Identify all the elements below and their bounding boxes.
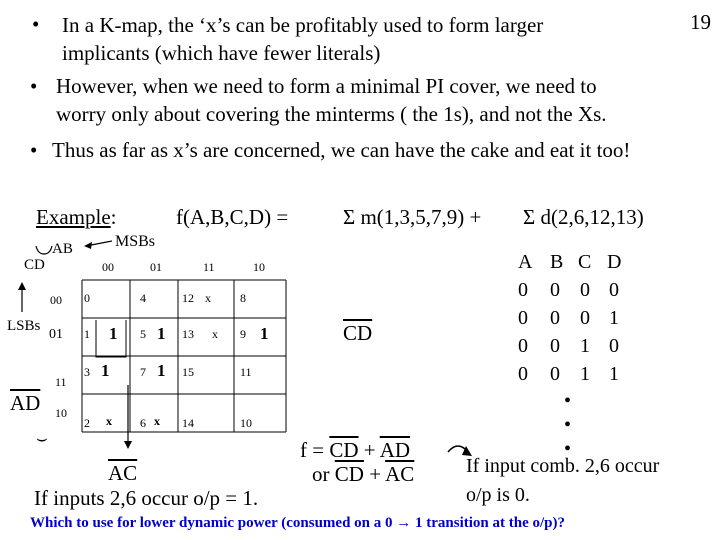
cell-index: 15	[182, 365, 194, 379]
tt-cell: 0	[550, 279, 560, 301]
tt-cell: 0	[609, 279, 619, 301]
cd-term-label: $\overline{CD}$	[343, 321, 373, 345]
row-header-00: 00	[50, 293, 62, 307]
tt-cell: 1	[609, 363, 619, 385]
msb-arrow-head	[84, 242, 92, 249]
f-plus: +	[358, 438, 380, 462]
cell-index: 14	[182, 416, 194, 430]
row-header-11: 11	[55, 375, 67, 389]
lsbs-label: LSBs	[7, 318, 41, 334]
msbs-label: MSBs	[115, 233, 156, 250]
f-expression	[300, 438, 410, 463]
or-prefix: or	[312, 462, 335, 486]
or-cd-term: $\overline{CD}$	[334, 462, 364, 486]
function-label: f(A,B,C,D) =	[176, 205, 289, 229]
cell-value-1: 1	[260, 324, 269, 343]
dontcare-expression: Σ d(2,6,12,13)	[523, 205, 644, 229]
col-header-10: 10	[253, 260, 265, 274]
cell-index: 8	[240, 291, 246, 305]
bullet-2-marker: •	[30, 74, 38, 98]
tt-cell: 0	[580, 307, 590, 329]
bullet-2-line1: However, when we need to form a minimal PI cover, we need to	[56, 74, 597, 98]
lsb-arrow-head	[18, 282, 26, 290]
tt-cell: 0	[609, 335, 619, 357]
cell-index: 7	[140, 365, 146, 379]
tt-cell: 1	[580, 335, 590, 357]
row-header-01: 01	[49, 327, 63, 342]
tt-cell: 0	[580, 279, 590, 301]
example-label: Example	[36, 205, 111, 229]
cell-value-x: x	[212, 327, 218, 341]
tt-cell: 0	[550, 363, 560, 385]
cell-index: 3	[84, 365, 90, 379]
brace-mark	[36, 246, 52, 254]
or-expression	[312, 462, 414, 487]
tt-header-d: D	[607, 251, 622, 273]
f-ad-term: $\overline{AD}$	[379, 438, 411, 462]
slide-number: 19	[690, 10, 711, 34]
cell-value-1: 1	[157, 361, 166, 380]
ac-arrow-head	[124, 441, 132, 449]
ad-brace: ⌣	[36, 428, 48, 448]
cell-index: 9	[240, 327, 246, 341]
tt-cell: 0	[518, 363, 528, 385]
bullet-1-line2: implicants (which have fewer literals)	[62, 41, 381, 65]
cell-index: 0	[84, 291, 90, 305]
tt-cell: 0	[550, 335, 560, 357]
cd-label: CD	[24, 257, 45, 273]
tt-cell: 0	[518, 279, 528, 301]
cell-value-1: 1	[157, 324, 166, 343]
ac-label: $\overline{AC}$	[108, 461, 138, 485]
if-input-note-line1: If input comb. 2,6 occur	[466, 455, 660, 477]
tt-header-c: C	[578, 251, 592, 273]
f-prefix: f =	[300, 438, 330, 462]
cell-index: 6	[140, 416, 146, 430]
cell-index: 1	[84, 327, 90, 341]
cell-index: 13	[182, 327, 194, 341]
tt-header-a: A	[518, 251, 533, 273]
ad-label: $\overline{AD}$	[10, 391, 41, 415]
tt-cell: 0	[518, 335, 528, 357]
cell-index: 2	[84, 416, 90, 430]
ab-label: AB	[52, 241, 73, 257]
cell-index: 5	[140, 327, 146, 341]
tt-cell: 1	[580, 363, 590, 385]
inputs-26-note: If inputs 2,6 occur o/p = 1.	[34, 486, 259, 510]
tt-cell: 0	[550, 307, 560, 329]
cell-value-1: 1	[109, 324, 118, 343]
col-header-01: 01	[150, 260, 162, 274]
tt-cell: 0	[518, 307, 528, 329]
bullet-2-line2: worry only about covering the minterms ( the 1s), and not the Xs.	[56, 102, 607, 126]
cell-value-1: 1	[101, 361, 110, 380]
col-header-11: 11	[203, 260, 215, 274]
bullet-3-marker: •	[30, 138, 38, 162]
if-input-note-line2: o/p is 0.	[466, 484, 530, 506]
col-header-00: 00	[102, 260, 114, 274]
cell-index: 4	[140, 291, 146, 305]
continuation-dot: •	[564, 414, 572, 436]
cell-index: 11	[240, 365, 252, 379]
bullet-3-line1: Thus as far as x’s are concerned, we can have the cake and eat it too!	[52, 138, 631, 162]
dynamic-power-question: Which to use for lower dynamic power (consumed on a 0 → 1 transition at the o/p)?	[30, 515, 566, 531]
row-header-10: 10	[55, 406, 67, 420]
cell-index: 12	[182, 291, 194, 305]
bullet-1-line1: In a K-map, the ‘x’s can be profitably used to form larger	[62, 13, 544, 37]
f-cd-term: $\overline{CD}$	[329, 438, 359, 462]
continuation-dot: •	[564, 390, 572, 412]
cell-value-x: x	[106, 414, 112, 428]
cell-value-x: x	[205, 291, 211, 305]
tt-header-b: B	[550, 251, 564, 273]
or-plus: +	[363, 462, 386, 486]
continuation-dot: •	[564, 438, 572, 460]
tt-cell: 1	[609, 307, 619, 329]
bullet-1-marker: •	[32, 12, 40, 36]
cell-index: 10	[240, 416, 252, 430]
minterms-expression: Σ m(1,3,5,7,9) +	[343, 205, 482, 229]
example-colon: :	[110, 205, 117, 229]
or-ac-term: $\overline{AC}$	[385, 462, 415, 486]
cell-value-x: x	[154, 414, 160, 428]
